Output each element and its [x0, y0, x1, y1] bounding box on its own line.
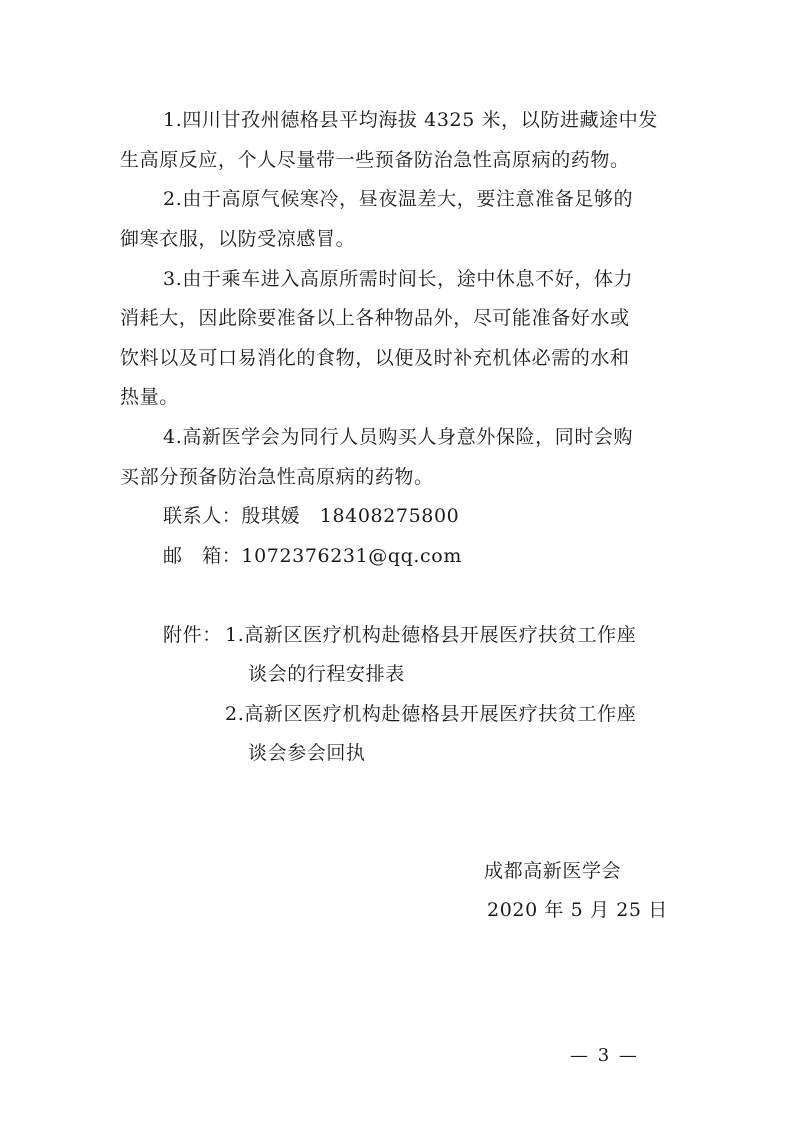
page-number: — 3 — [570, 1045, 639, 1066]
item-3-line-3: 饮料以及可口易消化的食物，以便及时补充机体必需的水和 [120, 347, 630, 369]
contact-email: 邮 箱：1072376231@qq.com [163, 545, 462, 567]
attachment-2-line-1: 2.高新区医疗机构赴德格县开展医疗扶贫工作座 [225, 703, 637, 725]
attachments-label: 附件： [163, 624, 222, 646]
signature-date: 2020 年 5 月 25 日 [487, 899, 668, 921]
item-3-line-2: 消耗大，因此除要准备以上各种物品外，尽可能准备好水或 [120, 307, 630, 329]
item-2-line-2: 御寒衣服，以防受凉感冒。 [120, 228, 356, 250]
attachment-2-line-2: 谈会参会回执 [248, 742, 366, 764]
attachment-1-line-1: 1.高新区医疗机构赴德格县开展医疗扶贫工作座 [225, 624, 637, 646]
contact-person: 联系人：殷琪媛 18408275800 [163, 505, 460, 527]
attachment-1-line-2: 谈会的行程安排表 [248, 663, 405, 685]
signature-organization: 成都高新医学会 [484, 860, 622, 882]
item-1-line-1: 1.四川甘孜州德格县平均海拔 4325 米，以防进藏途中发 [163, 109, 658, 131]
item-3-line-4: 热量。 [120, 386, 179, 408]
item-1-line-2: 生高原反应，个人尽量带一些预备防治急性高原病的药物。 [120, 149, 630, 171]
item-4-line-2: 买部分预备防治急性高原病的药物。 [120, 466, 434, 488]
item-3-line-1: 3.由于乘车进入高原所需时间长，途中休息不好，体力 [163, 268, 634, 290]
item-4-line-1: 4.高新医学会为同行人员购买人身意外保险，同时会购 [163, 426, 634, 448]
item-2-line-1: 2.由于高原气候寒冷，昼夜温差大，要注意准备足够的 [163, 188, 634, 210]
